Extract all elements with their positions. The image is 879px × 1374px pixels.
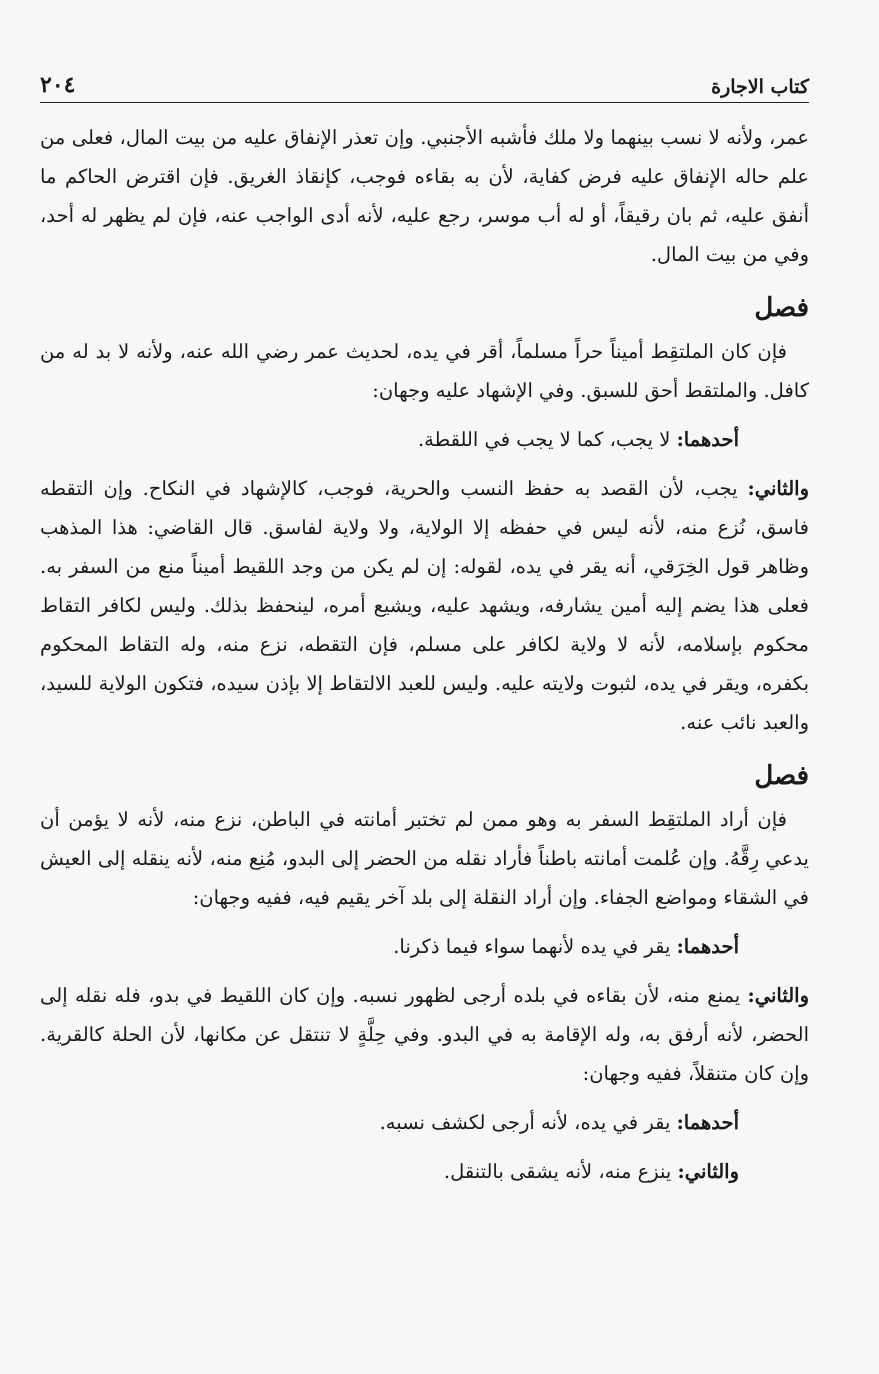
second-view-text: يمنع منه، لأن بقاءه في بلده أرجى لظهور نسبه. وإن كان اللقيط في بدو، فله نقله إلى الحضر، لأنه أرفق به، وله الإقامة به في البدو. وفي حِلَّةٍ لا تنتقل عن مكانها، لأن الحلة كالقرية. وإن كان متنقلاً، ففيه وجهان:: [40, 984, 809, 1085]
section1-paragraph: فإن كان الملتقِط أميناً حراً مسلماً، أقر في يده، لحديث عمر رضي الله عنه، ولأنه لا بد له من كافل. والملتقط أحق للسبق. وفي الإشهاد عليه وجهان:: [40, 340, 809, 402]
section1-first-view: [40, 420, 809, 459]
second-view-text: ينزع منه، لأنه يشقى بالتنقل.: [443, 1160, 678, 1183]
first-view-label: أحدهما:: [676, 428, 739, 451]
first-view-text: يقر في يده لأنهما سواء فيما ذكرنا.: [393, 935, 677, 958]
section2-fourth-view: [40, 1152, 809, 1191]
second-view-text: يجب، لأن القصد به حفظ النسب والحرية، فوجب، كالإشهاد في النكاح. وإن التقطه فاسق، نُزع منه، لأنه ليس في حفظه إلا الولاية، ولا ولاية لفاسق. قال القاضي: هذا المذهب وظاهر قول الخِرَقي، أنه يقر في يده، لقوله: إن لم يكن من وجد اللقيط أميناً منع من السفر به. فعلى هذا يضم إليه أمين يشارفه، ويشهد عليه، ويشيع أمره، لينحفظ بذلك. وليس لكافر التقاط محكوم بإسلامه، لأنه لا ولاية لكافر على مسلم، فإن التقطه، نزع منه، وله التقاط المحكوم بكفره، ويقر في يده، لثبوت ولايته عليه. وليس للعبد الالتقاط إلا بإذن سيده، فتكون الولاية للسيد، والعبد نائب عنه.: [40, 477, 809, 734]
section-heading-2: فصل: [754, 761, 809, 791]
first-view-text: يقر في يده، لأنه أرجى لكشف نسبه.: [379, 1111, 677, 1134]
second-view-label: والثاني:: [747, 477, 809, 500]
first-view-label: أحدهما:: [676, 1111, 739, 1134]
second-view-label: والثاني:: [747, 984, 809, 1007]
page-body: [40, 118, 809, 1191]
page-number: ٢٠٤: [40, 72, 76, 98]
first-view-label: أحدهما:: [676, 935, 739, 958]
page-header: [40, 62, 809, 103]
second-view-label: والثاني:: [677, 1160, 739, 1183]
section-heading-1: فصل: [754, 293, 809, 323]
book-title: كتاب الاجارة: [711, 76, 809, 98]
section2-paragraph: فإن أراد الملتقِط السفر به وهو ممن لم تختبر أمانته في الباطن، نزع منه، لأنه لا يؤمن أن يدعي رِقَّهُ. وإن عُلمت أمانته باطناً فأراد نقله من الحضر إلى البدو، مُنِع منه، لأنه ينقله إلى العيش في الشقاء ومواضع الجفاء. وإن أراد النقلة إلى بلد آخر يقيم فيه، ففيه وجهان:: [40, 808, 809, 909]
section1-second-view: [40, 469, 809, 742]
section2-third-view: [40, 1103, 809, 1142]
intro-paragraph: عمر، ولأنه لا نسب بينهما ولا ملك فأشبه الأجنبي. وإن تعذر الإنفاق عليه من بيت المال، فعلى من علم حاله الإنفاق عليه فرض كفاية، لأن به بقاءه فوجب، كإنقاذ الغريق. فإن اقترض الحاكم ما أنفق عليه، ثم بان رقيقاً، أو له أب موسر، رجع عليه، لأنه أدى الواجب عنه، فإن لم يظهر له أحد، وفي من بيت المال.: [40, 126, 809, 266]
section2-first-view: [40, 927, 809, 966]
section2-second-view: [40, 976, 809, 1093]
first-view-text: لا يجب، كما لا يجب في اللقطة.: [417, 428, 677, 451]
